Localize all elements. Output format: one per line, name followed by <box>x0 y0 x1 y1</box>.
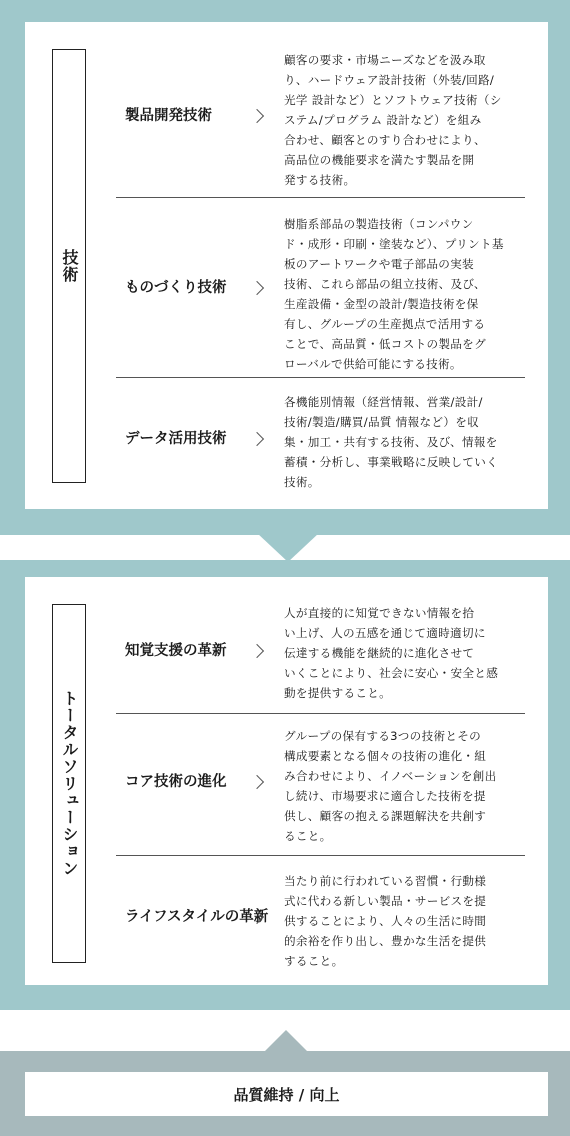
description-line: 光学 設計など）とソフトウェア技術（シ <box>284 93 502 107</box>
row-description <box>284 50 522 190</box>
description-line: ローバルで供給可能にする技術。 <box>284 357 462 371</box>
description-line: 各機能別情報（経営情報、営業/設計/ <box>284 395 483 409</box>
description-line: ること。 <box>284 829 332 843</box>
chevron-right-icon <box>250 432 264 446</box>
row-title: ライフスタイルの革新 <box>125 909 269 925</box>
row-description <box>284 871 522 971</box>
solution-panel <box>25 577 548 985</box>
description-line: ことで、高品質・低コストの製品をグ <box>284 337 486 351</box>
row-title: ものづくり技術 <box>125 280 227 296</box>
description-line: い上げ、人の五感を通じて適時適切に <box>284 626 486 640</box>
row-description <box>284 603 522 703</box>
description-line: 板のアートワークや電子部品の実装 <box>284 257 474 271</box>
description-line: 的余裕を作り出し、豊かな生活を提供 <box>284 934 487 948</box>
description-line: 技術/製造/購買/品質 情報など）を収 <box>284 415 480 429</box>
description-line: 技術。 <box>284 475 320 489</box>
description-line: 高品位の機能要求を満たす製品を開 <box>284 153 475 167</box>
quality-label: 品質維持 / 向上 <box>233 1085 340 1104</box>
description-line: 技術、これら部品の組立技術、及び、 <box>284 277 486 291</box>
description-line: 供することにより、人々の生活に時間 <box>284 914 487 928</box>
technology-label: 技術 <box>60 249 79 283</box>
row-product-development <box>116 22 525 198</box>
technology-panel <box>25 22 548 509</box>
solution-label: トータルソリューション <box>60 690 79 877</box>
up-arrow-icon <box>265 1030 307 1051</box>
row-data-utilization <box>116 377 525 509</box>
chevron-right-icon <box>250 281 264 295</box>
down-arrow-icon <box>257 533 319 562</box>
row-description <box>284 214 522 374</box>
solution-label-box <box>52 604 86 963</box>
description-line: 供し、顧客の抱える課題解決を共創す <box>284 809 487 823</box>
description-line: 当たり前に行われている習慣・行動様 <box>284 874 487 888</box>
description-line: いくことにより、社会に安心・安全と感 <box>284 666 499 680</box>
description-line: 樹脂系部品の製造技術（コンパウン <box>284 217 474 231</box>
row-title: データ活用技術 <box>125 431 227 447</box>
row-core-technology <box>116 713 525 856</box>
description-line: ド・成形・印刷・塗装など）、プリント基 <box>284 237 504 251</box>
chevron-right-icon <box>250 775 264 789</box>
quality-box <box>25 1072 548 1116</box>
description-line: 動を提供すること。 <box>284 686 392 700</box>
description-line: し続け、市場要求に適合した技術を提 <box>284 789 486 803</box>
description-line: 生産設備・金型の設計/製造技術を保 <box>284 297 479 311</box>
row-manufacturing <box>116 197 525 378</box>
chevron-right-icon <box>250 109 264 123</box>
row-description <box>284 392 522 492</box>
description-line: 合わせ、顧客とのすり合わせにより、 <box>284 133 486 147</box>
row-perception-support <box>116 577 525 714</box>
technology-label-box <box>52 49 86 483</box>
description-line: 人が直接的に知覚できない情報を拾 <box>284 606 475 620</box>
description-line: 蓄積・分析し、事業戦略に反映していく <box>284 455 499 469</box>
description-line: 集・加工・共有する技術、及び、情報を <box>284 435 498 449</box>
row-description <box>284 726 522 846</box>
chevron-right-icon <box>250 644 264 658</box>
row-title: 製品開発技術 <box>125 108 212 124</box>
description-line: グループの保有する3つの技術とその <box>284 729 482 743</box>
description-line: み合わせにより、イノベーションを創出 <box>284 769 497 783</box>
row-title: 知覚支援の革新 <box>125 643 227 659</box>
description-line: すること。 <box>284 954 344 968</box>
description-line: 顧客の要求・市場ニーズなどを汲み取 <box>284 53 486 67</box>
description-line: 式に代わる新しい製品・サービスを提 <box>284 894 487 908</box>
description-line: ステム/プログラム 設計など）を組み <box>284 113 482 127</box>
description-line: り、ハードウェア設計技術（外装/回路/ <box>284 73 495 87</box>
description-line: 伝達する機能を継続的に進化させて <box>284 646 475 660</box>
row-lifestyle <box>116 855 525 985</box>
description-line: 構成要素となる個々の技術の進化・組 <box>284 749 487 763</box>
description-line: 有し、グループの生産拠点で活用する <box>284 317 486 331</box>
row-title: コア技術の進化 <box>125 774 227 790</box>
description-line: 発する技術。 <box>284 173 356 187</box>
